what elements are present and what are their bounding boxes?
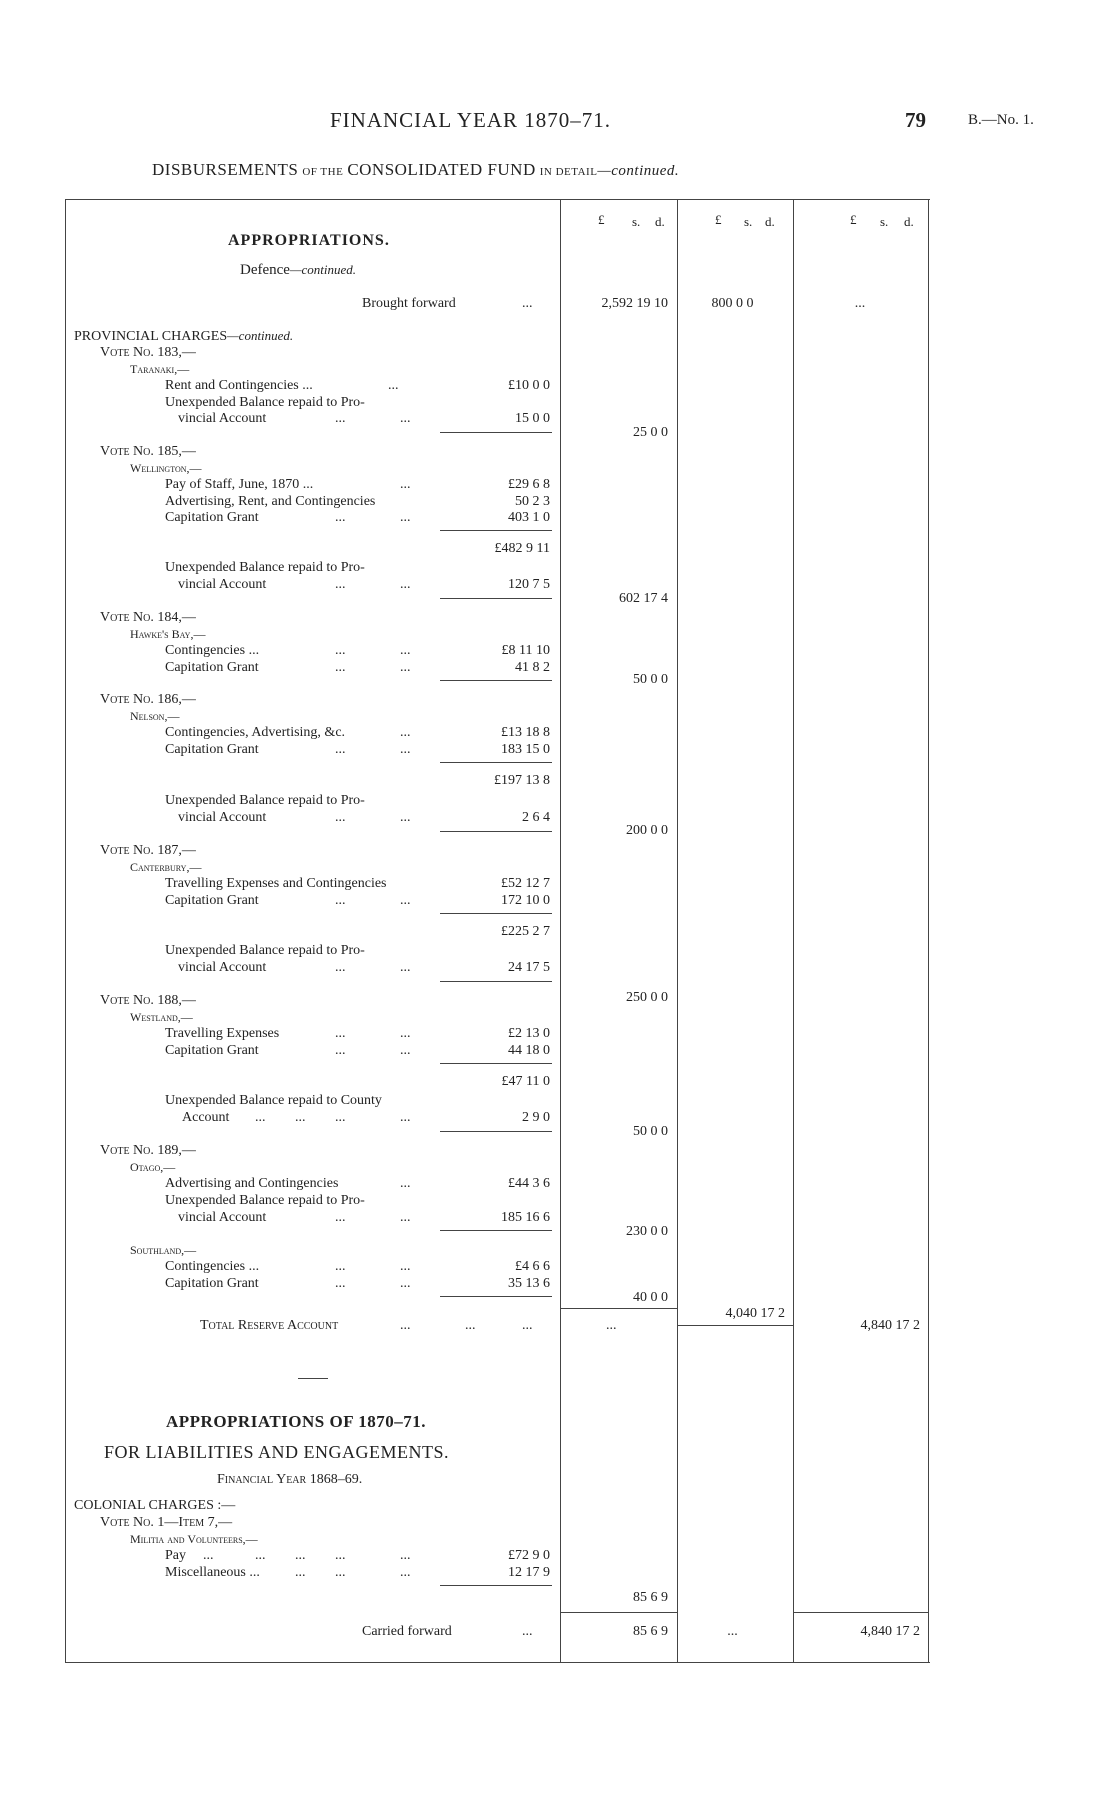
otago-vincial-dots-1: ... <box>335 1210 346 1225</box>
carried-forward-col2: ... <box>727 1624 738 1639</box>
wellington-vincial-dots-2: ... <box>400 577 411 592</box>
westland-capitation-dots-2: ... <box>400 1043 411 1058</box>
southland-capitation-dots-1: ... <box>335 1276 346 1291</box>
canterbury-unexpended-amount: 24 17 5 <box>508 960 550 975</box>
nelson-heading: Nelson,— <box>130 709 180 723</box>
canterbury-capitation-label: Capitation Grant <box>165 893 259 908</box>
total-reserve-dots-2: ... <box>465 1318 476 1333</box>
westland-capitation-label: Capitation Grant <box>165 1043 259 1058</box>
taranaki-rent-label: Rent and Contingencies ... <box>165 378 313 393</box>
column-divider-2 <box>677 199 678 1663</box>
section-separator <box>298 1378 328 1379</box>
taranaki-rent-dots: ... <box>388 378 399 393</box>
canterbury-subtotal-rule <box>440 913 552 914</box>
page-title: FINANCIAL YEAR 1870–71. <box>330 108 612 132</box>
westland-travelling-amount: £2 13 0 <box>508 1026 550 1041</box>
total-reserve-dots-1: ... <box>400 1318 411 1333</box>
nelson-capitation-label: Capitation Grant <box>165 742 259 757</box>
westland-subtotal-rule <box>440 1063 552 1064</box>
southland-contingencies-dots-1: ... <box>335 1259 346 1274</box>
wellington-pay-dots: ... <box>400 477 411 492</box>
brought-forward-dots: ... <box>522 296 533 311</box>
nelson-contingencies-amount: £13 18 8 <box>501 725 550 740</box>
col1-pounds-header: £ <box>598 212 605 227</box>
table-bottom-rule <box>65 1662 930 1663</box>
taranaki-vincial-dots-1: ... <box>335 411 346 426</box>
otago-advertising-amount: £44 3 6 <box>508 1176 550 1191</box>
col3-shillings-header: s. <box>880 214 889 229</box>
wellington-heading: Wellington,— <box>130 461 202 475</box>
westland-subtotal: £47 11 0 <box>501 1074 550 1089</box>
section-appropriations-title: APPROPRIATIONS. <box>228 232 390 249</box>
southland-contingencies-label: Contingencies ... <box>165 1259 260 1274</box>
col2-pounds-header: £ <box>715 212 722 227</box>
reserve-col2-amount: 4,040 17 2 <box>725 1306 785 1321</box>
canterbury-vincial-dots-1: ... <box>335 960 346 975</box>
militia-pay-label: Pay <box>165 1548 186 1563</box>
carried-forward-col3: 4,840 17 2 <box>860 1624 920 1639</box>
hawkes-bay-capitation-amount: 41 8 2 <box>515 660 550 675</box>
provincial-charges-label: PROVINCIAL CHARGES <box>74 329 228 344</box>
hawkes-bay-contingencies-amount: £8 11 10 <box>501 643 550 658</box>
wellington-capitation-dots-1: ... <box>335 510 346 525</box>
vote-184: Vote No. 184,— <box>100 610 196 625</box>
hawkes-bay-total: 50 0 0 <box>633 672 668 687</box>
otago-rule <box>440 1230 552 1231</box>
carried-forward-dots: ... <box>522 1624 533 1639</box>
vote-185: Vote No. 185,— <box>100 444 196 459</box>
militia-pay-dots-3: ... <box>295 1548 306 1563</box>
southland-total: 40 0 0 <box>633 1290 668 1305</box>
otago-advertising-dots: ... <box>400 1176 411 1191</box>
westland-unexpended-label: Unexpended Balance repaid to County <box>165 1093 382 1108</box>
wellington-unexpended-amount: 120 7 5 <box>508 577 550 592</box>
militia-misc-dots-2: ... <box>335 1565 346 1580</box>
taranaki-total: 25 0 0 <box>633 425 668 440</box>
southland-capitation-amount: 35 13 6 <box>508 1276 550 1291</box>
hawkes-bay-capitation-dots-2: ... <box>400 660 411 675</box>
brought-forward-col2: 800 0 0 <box>711 296 754 311</box>
canterbury-travelling-amount: £52 12 7 <box>501 876 550 891</box>
militia-miscellaneous-amount: 12 17 9 <box>508 1565 550 1580</box>
appropriations-1870-71-title: APPROPRIATIONS OF 1870–71. <box>166 1412 426 1431</box>
canterbury-subtotal: £225 2 7 <box>501 924 550 939</box>
vote-183: Vote No. 183,— <box>100 345 196 360</box>
total-reserve-col3: 4,840 17 2 <box>860 1318 920 1333</box>
militia-rule <box>440 1585 552 1586</box>
carried-col3-rule <box>793 1612 928 1613</box>
nelson-capitation-dots-1: ... <box>335 742 346 757</box>
col1-pence-header: d. <box>655 214 665 229</box>
total-reserve-dots-3: ... <box>522 1318 533 1333</box>
wellington-capitation-amount: 403 1 0 <box>508 510 550 525</box>
otago-advertising-label: Advertising and Contingencies <box>165 1176 339 1191</box>
canterbury-total: 250 0 0 <box>626 990 668 1005</box>
wellington-advertising-amount: 50 2 3 <box>515 494 550 509</box>
colonial-charges-heading: COLONIAL CHARGES :— <box>74 1498 236 1513</box>
nelson-contingencies-label: Contingencies, Advertising, &c. <box>165 725 346 740</box>
westland-heading: Westland,— <box>130 1010 193 1024</box>
document-reference: B.—No. 1. <box>968 112 1034 128</box>
southland-contingencies-dots-2: ... <box>400 1259 411 1274</box>
vote-188: Vote No. 188,— <box>100 993 196 1008</box>
otago-total: 230 0 0 <box>626 1224 668 1239</box>
southland-capitation-label: Capitation Grant <box>165 1276 259 1291</box>
nelson-vincial-label: vincial Account <box>178 810 267 825</box>
taranaki-rent-amount: £10 0 0 <box>508 378 550 393</box>
otago-unexpended-label: Unexpended Balance repaid to Pro- <box>165 1193 365 1208</box>
wellington-total: 602 17 4 <box>619 591 668 606</box>
section-defence-subtitle <box>240 262 356 279</box>
liabilities-engagements-title: FOR LIABILITIES AND ENGAGEMENTS. <box>104 1442 449 1462</box>
nelson-contingencies-dots: ... <box>400 725 411 740</box>
carried-col1-rule <box>560 1612 677 1613</box>
carried-forward-label: Carried forward <box>362 1624 452 1639</box>
column-divider-3 <box>793 199 794 1663</box>
otago-heading: Otago,— <box>130 1160 176 1174</box>
canterbury-capitation-amount: 172 10 0 <box>501 893 550 908</box>
otago-vincial-label: vincial Account <box>178 1210 267 1225</box>
reserve-col2-rule <box>677 1325 793 1326</box>
southland-rule <box>440 1296 552 1297</box>
nelson-vincial-dots-2: ... <box>400 810 411 825</box>
canterbury-capitation-dots-2: ... <box>400 893 411 908</box>
westland-total: 50 0 0 <box>633 1124 668 1139</box>
westland-account-dots-2: ... <box>295 1110 306 1125</box>
otago-vincial-dots-2: ... <box>400 1210 411 1225</box>
southland-heading: Southland,— <box>130 1243 197 1257</box>
defence-label: Defence <box>240 262 290 278</box>
carried-forward-col1: 85 6 9 <box>633 1624 668 1639</box>
nelson-unexpended-amount: 2 6 4 <box>522 810 550 825</box>
wellington-subtotal-rule <box>440 530 552 531</box>
wellington-vincial-label: vincial Account <box>178 577 267 592</box>
westland-capitation-dots-1: ... <box>335 1043 346 1058</box>
westland-unexpended-amount: 2 9 0 <box>522 1110 550 1125</box>
westland-account-label: Account <box>182 1110 230 1125</box>
canterbury-capitation-dots-1: ... <box>335 893 346 908</box>
subtitle-disbursements: DISBURSEMENTS <box>152 160 299 179</box>
wellington-subtotal: £482 9 11 <box>494 541 550 556</box>
brought-forward-label: Brought forward <box>362 296 456 311</box>
southland-contingencies-amount: £4 6 6 <box>515 1259 550 1274</box>
westland-capitation-amount: 44 18 0 <box>508 1043 550 1058</box>
wellington-advertising-label: Advertising, Rent, and Contingencies <box>165 494 376 509</box>
canterbury-travelling-label: Travelling Expenses and Contingencies <box>165 876 387 891</box>
col3-pounds-header: £ <box>850 212 857 227</box>
vote-1-item-7: Vote No. 1—Item 7,— <box>100 1515 233 1530</box>
westland-rule <box>440 1131 552 1132</box>
wellington-capitation-dots-2: ... <box>400 510 411 525</box>
taranaki-vincial-label: vincial Account <box>178 411 267 426</box>
militia-pay-dots-1: ... <box>203 1548 214 1563</box>
taranaki-heading: Taranaki,— <box>130 362 190 376</box>
col1-shillings-header: s. <box>632 214 641 229</box>
vote-186: Vote No. 186,— <box>100 692 196 707</box>
provincial-charges-continued: —continued. <box>227 328 294 343</box>
westland-account-dots-1: ... <box>255 1110 266 1125</box>
subtitle-in-detail: IN DETAIL <box>539 166 598 178</box>
westland-travelling-dots-2: ... <box>400 1026 411 1041</box>
table-right-rule <box>928 199 929 1663</box>
col2-pence-header: d. <box>765 214 775 229</box>
nelson-total: 200 0 0 <box>626 823 668 838</box>
wellington-vincial-dots-1: ... <box>335 577 346 592</box>
militia-miscellaneous-label: Miscellaneous ... <box>165 1565 260 1580</box>
militia-volunteers-heading: Militia and Volunteers,— <box>130 1532 258 1546</box>
canterbury-rule <box>440 981 552 982</box>
nelson-subtotal: £197 13 8 <box>494 773 550 788</box>
hawkes-bay-contingencies-dots-1: ... <box>335 643 346 658</box>
provincial-charges-heading <box>74 328 293 345</box>
wellington-rule <box>440 598 552 599</box>
southland-capitation-dots-2: ... <box>400 1276 411 1291</box>
wellington-pay-amount: £29 6 8 <box>508 477 550 492</box>
table-left-rule <box>65 199 66 1663</box>
taranaki-unexpended-label: Unexpended Balance repaid to Pro- <box>165 395 365 410</box>
westland-account-dots-3: ... <box>335 1110 346 1125</box>
hawkes-bay-rule <box>440 680 552 681</box>
canterbury-unexpended-label: Unexpended Balance repaid to Pro- <box>165 943 365 958</box>
nelson-rule <box>440 831 552 832</box>
hawkes-bay-heading: Hawke's Bay,— <box>130 627 206 641</box>
wellington-capitation-label: Capitation Grant <box>165 510 259 525</box>
table-top-rule <box>65 199 930 200</box>
col2-shillings-header: s. <box>744 214 753 229</box>
hawkes-bay-contingencies-dots-2: ... <box>400 643 411 658</box>
canterbury-heading: Canterbury,— <box>130 860 202 874</box>
canterbury-vincial-dots-2: ... <box>400 960 411 975</box>
page-number: 79 <box>905 108 926 132</box>
militia-pay-dots-4: ... <box>335 1548 346 1563</box>
nelson-subtotal-rule <box>440 762 552 763</box>
otago-unexpended-amount: 185 16 6 <box>501 1210 550 1225</box>
militia-total: 85 6 9 <box>633 1590 668 1605</box>
westland-account-dots-4: ... <box>400 1110 411 1125</box>
vote-187: Vote No. 187,— <box>100 843 196 858</box>
militia-misc-dots-1: ... <box>295 1565 306 1580</box>
col3-pence-header: d. <box>904 214 914 229</box>
hawkes-bay-capitation-label: Capitation Grant <box>165 660 259 675</box>
nelson-unexpended-label: Unexpended Balance repaid to Pro- <box>165 793 365 808</box>
westland-travelling-dots-1: ... <box>335 1026 346 1041</box>
westland-travelling-label: Travelling Expenses <box>165 1026 280 1041</box>
nelson-vincial-dots-1: ... <box>335 810 346 825</box>
nelson-capitation-amount: 183 15 0 <box>501 742 550 757</box>
brought-forward-col1: 2,592 19 10 <box>601 296 668 311</box>
reserve-col1-rule <box>560 1308 677 1309</box>
brought-forward-col3: ... <box>854 296 866 311</box>
wellington-pay-label: Pay of Staff, June, 1870 ... <box>165 477 314 492</box>
defence-continued: —continued. <box>289 262 357 277</box>
financial-year-1868-69: Financial Year 1868–69. <box>217 1472 363 1487</box>
column-divider-1 <box>560 199 561 1663</box>
hawkes-bay-contingencies-label: Contingencies ... <box>165 643 260 658</box>
taranaki-rule <box>440 432 552 433</box>
subtitle-consolidated-fund: CONSOLIDATED FUND <box>347 160 536 179</box>
vote-189: Vote No. 189,— <box>100 1143 196 1158</box>
taranaki-vincial-dots-2: ... <box>400 411 411 426</box>
total-reserve-account-label: Total Reserve Account <box>200 1318 339 1333</box>
wellington-unexpended-label: Unexpended Balance repaid to Pro- <box>165 560 365 575</box>
taranaki-unexpended-amount: 15 0 0 <box>515 411 550 426</box>
total-reserve-col1: ... <box>606 1318 617 1333</box>
hawkes-bay-capitation-dots-1: ... <box>335 660 346 675</box>
canterbury-vincial-label: vincial Account <box>178 960 267 975</box>
militia-pay-dots-5: ... <box>400 1548 411 1563</box>
militia-pay-amount: £72 9 0 <box>508 1548 550 1563</box>
militia-misc-dots-3: ... <box>400 1565 411 1580</box>
page-subtitle <box>152 160 679 180</box>
nelson-capitation-dots-2: ... <box>400 742 411 757</box>
subtitle-continued: —continued. <box>597 163 680 179</box>
militia-pay-dots-2: ... <box>255 1548 266 1563</box>
subtitle-of-the: OF THE <box>302 166 344 178</box>
